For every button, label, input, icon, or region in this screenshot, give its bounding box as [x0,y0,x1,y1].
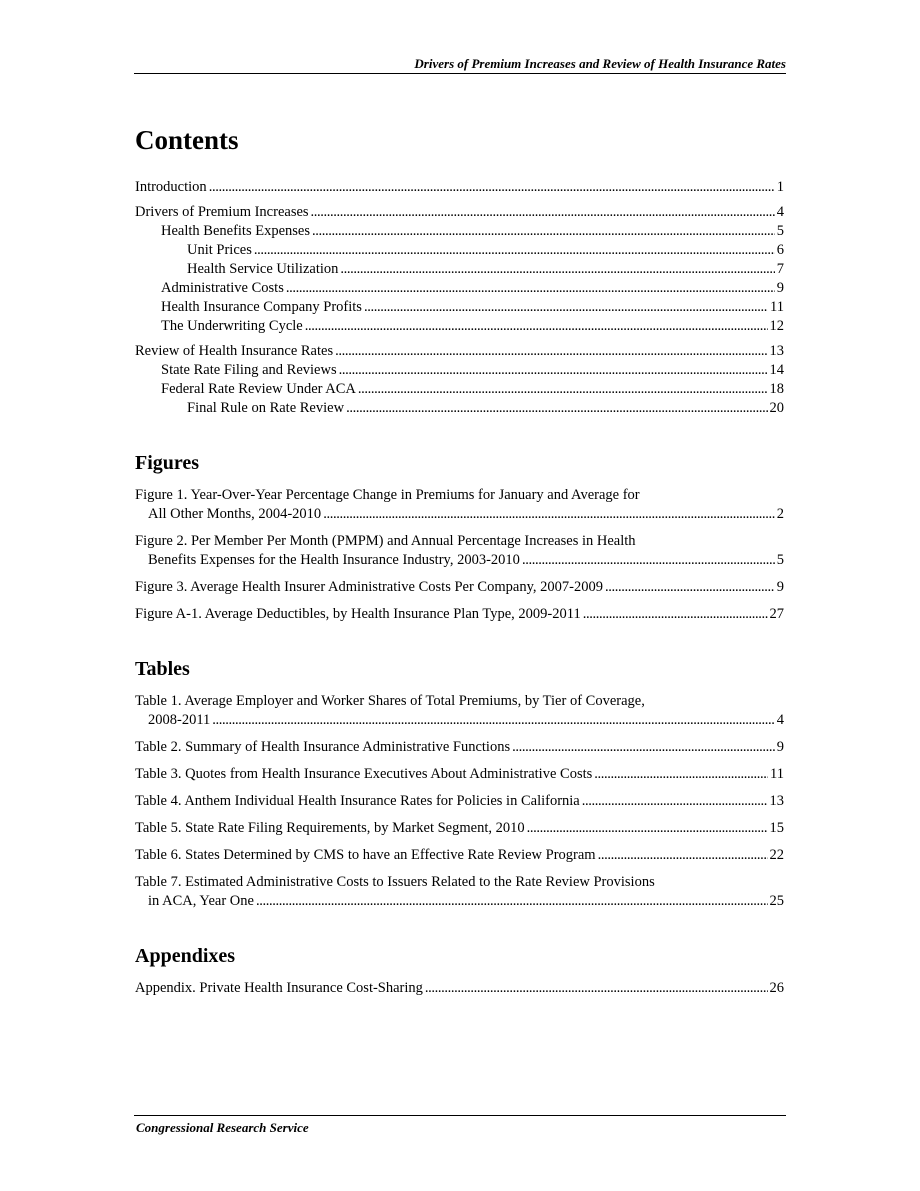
table-entry[interactable] [135,792,784,811]
footer-rule [134,1115,786,1116]
toc-entry-page: 4 [776,204,784,220]
toc-entry[interactable] [135,342,784,361]
leader-dots [594,765,768,784]
tables-section [135,658,784,911]
figure-entry-title-cont: Benefits Expenses for the Health Insurance Industry, 2003-2010 [148,552,520,568]
toc-entry-title: Administrative Costs [161,280,284,296]
figures-list [135,486,784,624]
table-entry-title: Table 5. State Rate Filing Requirements, by Market Segment, 2010 [135,820,525,836]
table-entry-page: 15 [769,820,784,836]
running-header: Drivers of Premium Increases and Review of Health Insurance Rates [414,56,786,71]
figures-heading: Figures [135,452,200,474]
toc-entry-page: 11 [770,299,784,315]
toc-entry[interactable] [135,298,784,317]
figure-entry-title: Figure 2. Per Member Per Month (PMPM) and Annual Percentage Increases in Health [135,533,636,549]
toc-entry-title: Health Benefits Expenses [161,223,310,239]
figure-entry-title-cont: All Other Months, 2004-2010 [148,506,322,522]
contents-heading: Contents [135,125,239,155]
toc-entry-page: 5 [776,223,784,239]
toc-content [135,125,784,998]
leader-dots [358,380,768,399]
leader-dots [425,979,768,998]
leader-dots [582,792,768,811]
figure-entry[interactable] [135,605,784,624]
table-entry[interactable] [135,738,784,757]
figure-entry[interactable] [135,486,784,524]
toc-entry[interactable] [135,260,784,279]
figure-entry-title: Figure 1. Year-Over-Year Percentage Change in Premiums for January and Average for [135,487,640,503]
figures-section [135,452,784,624]
toc-entry-page: 6 [776,242,784,258]
leader-dots [512,738,775,757]
toc-entry-page: 14 [769,362,784,378]
toc-entry-page: 1 [776,179,784,195]
leader-dots [335,342,767,361]
appendixes-section [135,945,784,998]
leader-dots [256,892,768,911]
table-entry-title: Table 4. Anthem Individual Health Insurance Rates for Policies in California [135,793,580,809]
toc-entry-title: State Rate Filing and Reviews [161,362,337,378]
leader-dots [286,279,775,298]
leader-dots [605,578,775,597]
toc-entry-page: 9 [776,280,784,296]
toc-entry[interactable] [135,380,784,399]
table-entry-title: Table 7. Estimated Administrative Costs to Issuers Related to the Rate Review Provisions [135,874,655,890]
table-entry[interactable] [135,846,784,865]
toc-entry[interactable] [135,241,784,260]
leader-dots [583,605,768,624]
table-entry-page: 4 [776,712,784,728]
table-entry-title: Table 2. Summary of Health Insurance Administrative Functions [135,739,511,755]
toc-entry-page: 7 [776,261,784,277]
table-entry-page: 25 [769,893,784,909]
toc-entry[interactable] [135,279,784,298]
leader-dots [323,505,775,524]
running-footer: Congressional Research Service [136,1120,309,1135]
toc-entry-title: Introduction [135,179,207,195]
figure-entry-title: Figure 3. Average Health Insurer Administrative Costs Per Company, 2007-2009 [135,579,603,595]
toc-entry-page: 13 [769,343,784,359]
leader-dots [209,178,775,197]
toc-entry-page: 20 [769,400,784,416]
table-entry-page: 22 [769,847,784,863]
toc-entry-title: Final Rule on Rate Review [187,400,345,416]
leader-dots [598,846,768,865]
toc-entry[interactable] [135,361,784,380]
appendixes-list [135,979,784,998]
toc-entry-title: Health Service Utilization [187,261,339,277]
tables-heading: Tables [135,658,190,680]
figure-entry-page: 5 [776,552,784,568]
toc-entry[interactable] [135,178,784,197]
table-entry[interactable] [135,873,784,911]
leader-dots [254,241,775,260]
toc-entry-title: Health Insurance Company Profits [161,299,362,315]
header-rule [134,73,786,74]
table-entry-title-cont: in ACA, Year One [148,893,254,909]
figure-entry-page: 27 [769,606,784,622]
tables-list [135,692,784,911]
table-entry-title: Table 6. States Determined by CMS to have an Effective Rate Review Program [135,847,596,863]
appendixes-heading: Appendixes [135,945,236,967]
figure-entry-page: 9 [776,579,784,595]
leader-dots [212,711,774,730]
leader-dots [522,551,775,570]
leader-dots [364,298,768,317]
toc-entry[interactable] [135,222,784,241]
table-entry[interactable] [135,765,784,784]
table-entry-title: Table 1. Average Employer and Worker Shares of Total Premiums, by Tier of Coverage, [135,693,645,709]
appendix-entry-title: Appendix. Private Health Insurance Cost-Sharing [135,980,423,996]
toc-entry[interactable] [135,317,784,336]
contents-list [135,178,784,418]
leader-dots [346,399,767,418]
figure-entry[interactable] [135,578,784,597]
appendix-entry[interactable] [135,979,784,998]
toc-entry-title: Unit Prices [187,242,252,258]
toc-entry-title: The Underwriting Cycle [161,318,303,334]
table-entry-title: Table 3. Quotes from Health Insurance Executives About Administrative Costs [135,766,593,782]
figure-entry-page: 2 [776,506,784,522]
leader-dots [340,260,774,279]
leader-dots [312,222,775,241]
toc-entry-page: 18 [769,381,784,397]
figure-entry[interactable] [135,532,784,570]
toc-entry-title: Drivers of Premium Increases [135,204,309,220]
table-entry[interactable] [135,692,784,730]
toc-entry[interactable] [135,203,784,222]
figure-entry-title: Figure A-1. Average Deductibles, by Health Insurance Plan Type, 2009-2011 [135,606,581,622]
leader-dots [527,819,768,838]
toc-entry-title: Review of Health Insurance Rates [135,343,334,359]
toc-entry-page: 12 [769,318,784,334]
table-entry-page: 11 [770,766,784,782]
appendix-entry-page: 26 [769,980,784,996]
table-entry-page: 9 [776,739,784,755]
leader-dots [305,317,768,336]
table-entry-title-cont: 2008-2011 [148,712,211,728]
leader-dots [311,203,775,222]
table-entry-page: 13 [769,793,784,809]
leader-dots [339,361,768,380]
toc-entry[interactable] [135,399,784,418]
toc-entry-title: Federal Rate Review Under ACA [161,381,356,397]
table-entry[interactable] [135,819,784,838]
